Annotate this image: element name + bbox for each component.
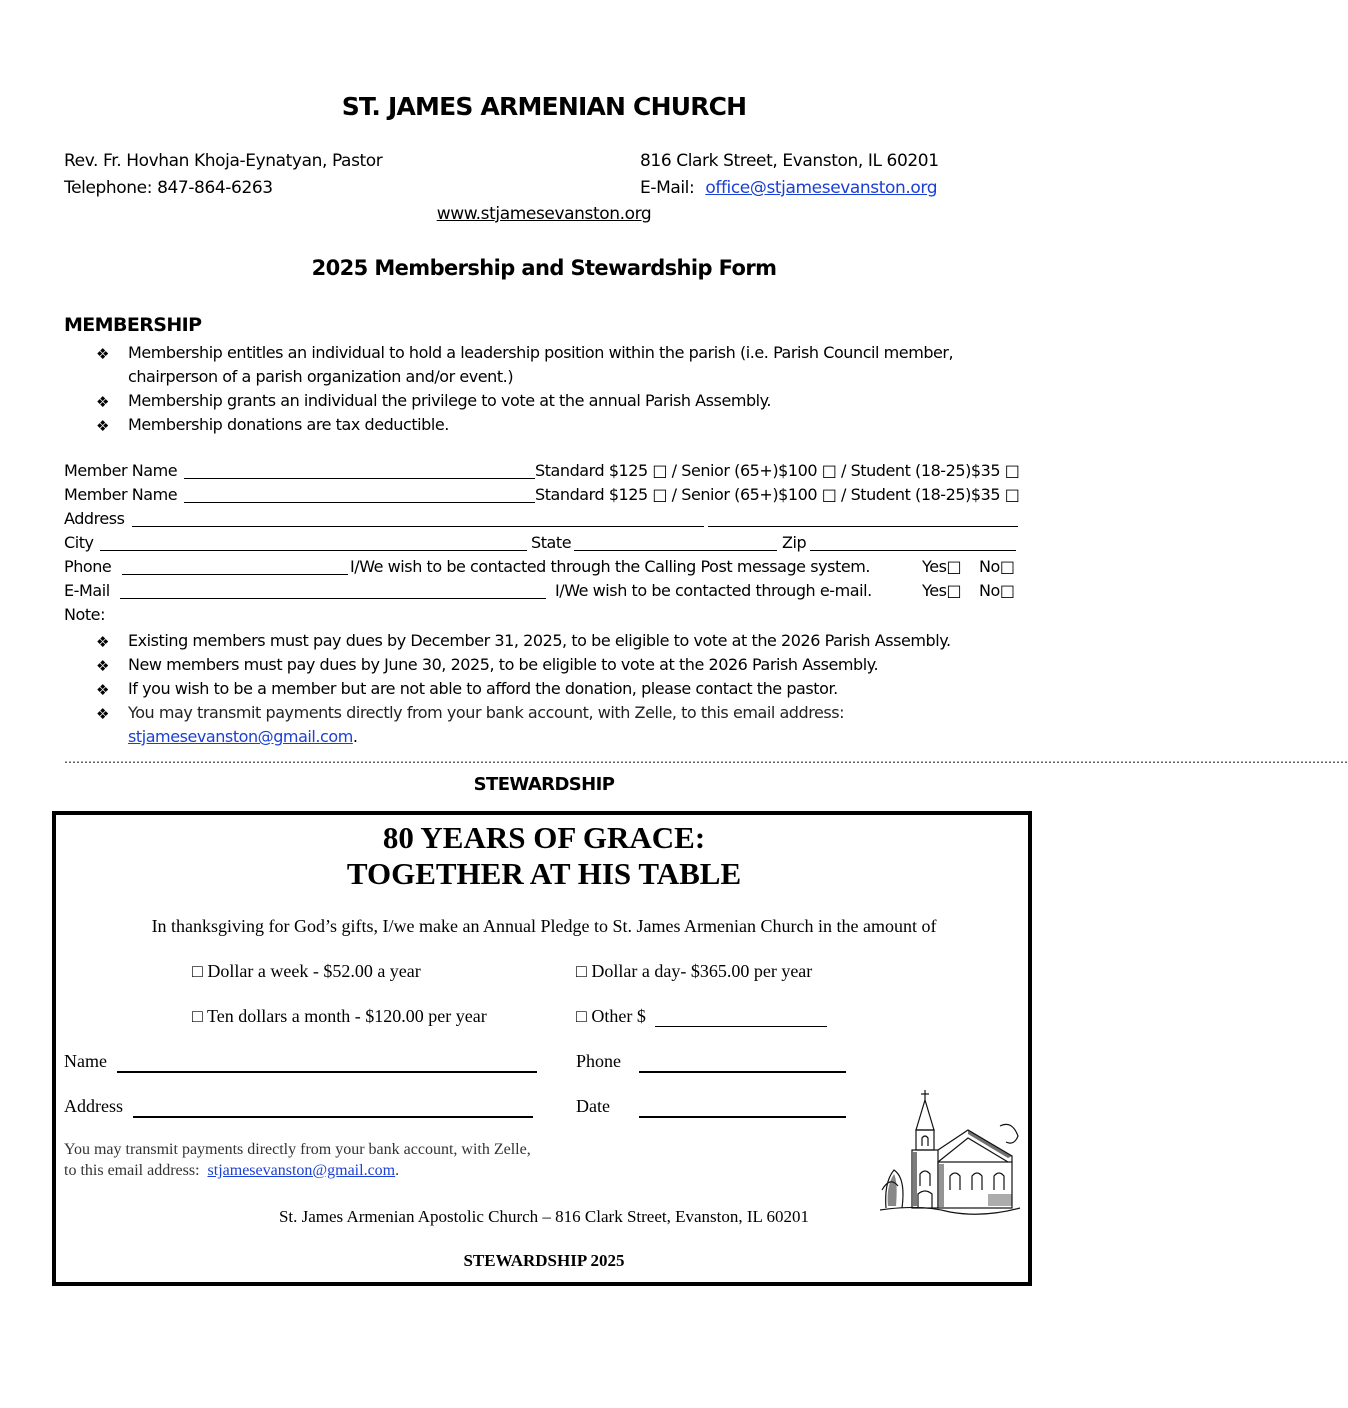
pledge-zelle-line2 xyxy=(64,1162,399,1180)
phone-field[interactable] xyxy=(122,574,348,575)
stewardship-heading: STEWARDSHIP xyxy=(473,774,615,795)
pledge-date-label: Date xyxy=(576,1096,610,1116)
email-label: E-Mail xyxy=(64,581,110,600)
zelle-email-line xyxy=(128,725,358,749)
phone-consent-yes-checkbox[interactable]: Yes□ xyxy=(922,557,962,576)
pledge-zelle-period: . xyxy=(395,1162,400,1179)
city-label: City xyxy=(64,533,94,552)
pastor-name: Rev. Fr. Hovhan Khoja-Eynatyan, Pastor xyxy=(64,151,383,171)
address-field[interactable] xyxy=(132,526,704,527)
city-field[interactable] xyxy=(100,550,527,551)
member-name-field[interactable] xyxy=(184,502,535,503)
phone-consent-text: I/We wish to be contacted through the Calling Post message system. xyxy=(350,557,870,576)
pledge-intro: In thanksgiving for God’s gifts, I/we make an Annual Pledge to St. James Armenian Church in the amount of xyxy=(151,916,937,936)
diamond-bullet-icon: ❖ xyxy=(96,705,110,723)
church-sketch-icon xyxy=(880,1086,1020,1218)
zelle-period: . xyxy=(352,727,358,746)
state-label: State xyxy=(531,533,572,552)
dotted-separator: …………………………………………………………………………………………………………………………………………………………………………………………………………………………………………………………………………………………… xyxy=(64,752,1348,766)
pledge-zelle-line1: You may transmit payments directly from your bank account, with Zelle, xyxy=(64,1141,531,1158)
diamond-bullet-icon: ❖ xyxy=(96,393,110,411)
diamond-bullet-icon: ❖ xyxy=(96,633,110,651)
dues-options[interactable]: Standard $125 □ / Senior (65+)$100 □ / Student (18-25)$35 □ xyxy=(535,461,1020,480)
pledge-phone-label: Phone xyxy=(576,1051,621,1071)
zip-field[interactable] xyxy=(810,550,1016,551)
member-name-field[interactable] xyxy=(184,478,535,479)
church-telephone: Telephone: 847-864-6263 xyxy=(64,178,273,198)
membership-bullet: Membership entitles an individual to hold a leadership position within the parish (i.e. Parish Council member, xyxy=(128,343,954,362)
footer-address: St. James Armenian Apostolic Church – 816 Clark Street, Evanston, IL 60201 xyxy=(278,1207,810,1226)
member-name-label: Member Name xyxy=(64,485,178,504)
pledge-zelle-email-link[interactable]: stjamesevanston@gmail.com xyxy=(207,1162,396,1179)
address-field-continued[interactable] xyxy=(708,526,1018,527)
phone-label: Phone xyxy=(64,557,112,576)
pledge-name-field[interactable] xyxy=(117,1071,537,1073)
member-name-label: Member Name xyxy=(64,461,178,480)
email-block xyxy=(640,178,937,198)
zip-label: Zip xyxy=(782,533,807,552)
membership-bullet: Membership donations are tax deductible. xyxy=(128,415,449,434)
email-consent-text: I/We wish to be contacted through e-mail. xyxy=(555,581,872,600)
note-item: If you wish to be a member but are not able to afford the donation, please contact the pastor. xyxy=(128,679,838,698)
membership-bullet-continuation: chairperson of a parish organization and/or event.) xyxy=(128,367,514,386)
church-name: ST. JAMES ARMENIAN CHURCH xyxy=(341,92,747,121)
note-label: Note: xyxy=(64,605,106,624)
pledge-zelle-label: to this email address: xyxy=(64,1162,200,1179)
pledge-option-dollar-week[interactable]: □ Dollar a week - $52.00 a year xyxy=(192,961,421,981)
pledge-option-dollar-day[interactable]: □ Dollar a day- $365.00 per year xyxy=(576,961,813,981)
email-label: E-Mail: xyxy=(640,178,695,198)
membership-bullet: Membership grants an individual the privilege to vote at the annual Parish Assembly. xyxy=(128,391,772,410)
pledge-option-ten-month[interactable]: □ Ten dollars a month - $120.00 per year xyxy=(192,1006,487,1026)
church-address: 816 Clark Street, Evanston, IL 60201 xyxy=(640,151,939,171)
email-consent-no-checkbox[interactable]: No□ xyxy=(979,581,1015,600)
other-amount-field[interactable] xyxy=(655,1026,827,1027)
diamond-bullet-icon: ❖ xyxy=(96,345,110,363)
state-field[interactable] xyxy=(574,550,777,551)
email-field[interactable] xyxy=(120,598,546,599)
stewardship-title-line1: 80 YEARS OF GRACE: xyxy=(382,820,706,855)
diamond-bullet-icon: ❖ xyxy=(96,417,110,435)
dues-options[interactable]: Standard $125 □ / Senior (65+)$100 □ / Student (18-25)$35 □ xyxy=(535,485,1020,504)
church-website-link[interactable]: www.stjamesevanston.org xyxy=(436,204,652,224)
zelle-email-link[interactable]: stjamesevanston@gmail.com xyxy=(128,727,353,746)
stewardship-title-line2: TOGETHER AT HIS TABLE xyxy=(346,856,742,891)
pledge-option-other[interactable]: □ Other $ xyxy=(576,1006,646,1026)
church-email-link[interactable]: office@stjamesevanston.org xyxy=(705,178,938,198)
email-consent-yes-checkbox[interactable]: Yes□ xyxy=(922,581,962,600)
form-title: 2025 Membership and Stewardship Form xyxy=(311,256,777,280)
pledge-name-label: Name xyxy=(64,1051,107,1071)
note-item: You may transmit payments directly from your bank account, with Zelle, to this email address: xyxy=(128,703,845,722)
membership-heading: MEMBERSHIP xyxy=(64,314,202,336)
address-label: Address xyxy=(64,509,125,528)
pledge-address-field[interactable] xyxy=(133,1116,533,1118)
pledge-address-label: Address xyxy=(64,1096,123,1116)
note-item: Existing members must pay dues by December 31, 2025, to be eligible to vote at the 2026 Parish Assembly. xyxy=(128,631,951,650)
pledge-date-field[interactable] xyxy=(639,1116,846,1118)
phone-consent-no-checkbox[interactable]: No□ xyxy=(979,557,1015,576)
diamond-bullet-icon: ❖ xyxy=(96,657,110,675)
footer-title: STEWARDSHIP 2025 xyxy=(463,1251,625,1270)
pledge-phone-field[interactable] xyxy=(639,1071,846,1073)
note-item: New members must pay dues by June 30, 2025, to be eligible to vote at the 2026 Parish Assembly. xyxy=(128,655,879,674)
diamond-bullet-icon: ❖ xyxy=(96,681,110,699)
